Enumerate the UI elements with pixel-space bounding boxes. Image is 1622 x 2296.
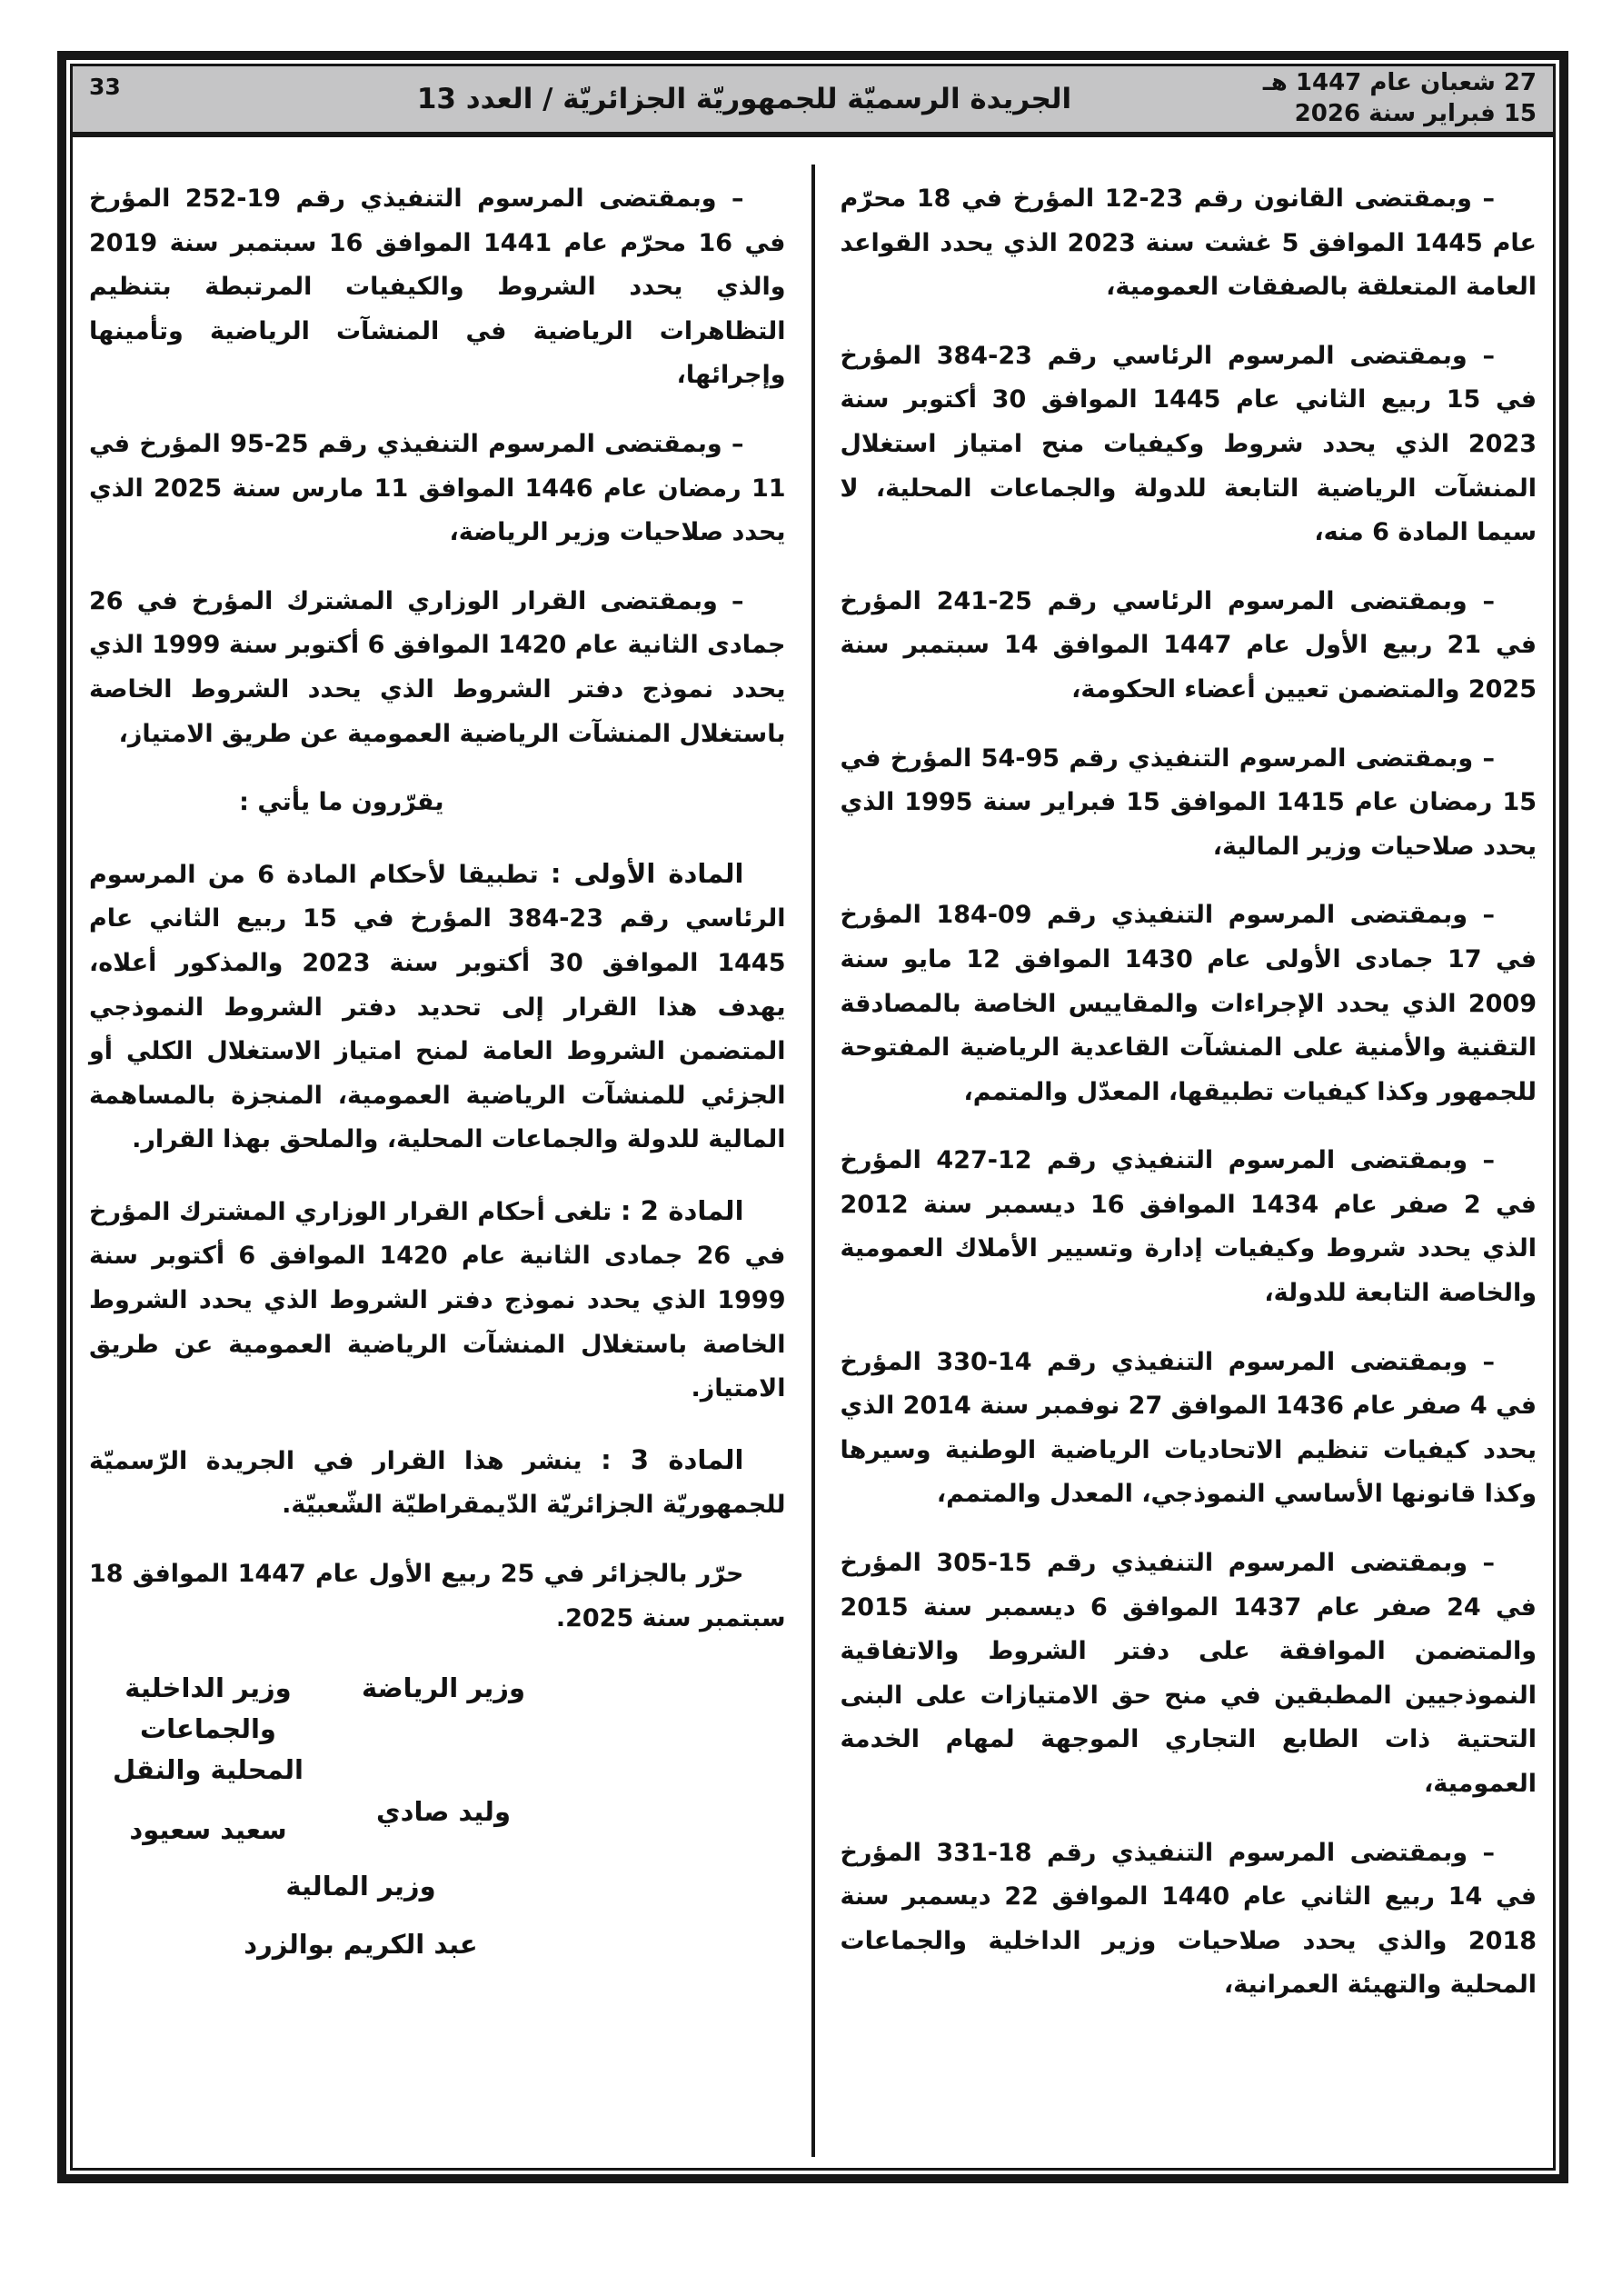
column-left [73,137,813,2168]
signature-finance-minister [242,1866,480,1960]
signatures [89,1668,786,1982]
column-right [813,137,1554,2168]
signature-name: وليد صادي [376,1796,511,1828]
legal-reference-paragraph: – وبمقتضى المرسوم التنفيذي رقم 25‏-95 المؤرخ في 11 رمضان عام 1446 الموافق 11 مارس سنة 2025 الذي يحدد صلاحيات وزير الرياضة، [89,429,786,547]
article-text: تطبيقا لأحكام المادة 6 من المرسوم الرئاسي رقم 23‏-384 المؤرخ في 15 ربيع الثاني عام 1445 الموافق 30 أكتوبر سنة 2023 والمذكور أعلاه، يهدف هذا القرار إلى تحديد دفتر الشروط النموذجي المتضمن الشروط العامة لمنح امتياز الاستغلال الكلي أو الجزئي للمنشآت الرياضية العمومية، المنجزة بالمساهمة المالية للدولة والجماعات المحلية، والملحق بهذا القرار. [89,860,786,1154]
page-border-frame [57,51,1568,2183]
article-paragraph [89,1187,786,1412]
journal-title: الجريدة الرسميّة للجمهوريّة الجزائريّة / العدد 13 [416,83,1072,115]
legal-reference-paragraph: – وبمقتضى المرسوم الرئاسي رقم 23‏-384 المؤرخ في 15 ربيع الثاني عام 1445 الموافق 30 أكتوبر سنة 2023 الذي يحدد شروط وكيفيات منح امتياز استغلال المنشآت الرياضية التابعة للدولة والجماعات المحلية، لا سيما المادة 6 منه، [840,341,1537,547]
signature-title: وزير المالية [285,1871,436,1902]
signature-sports-minister [348,1668,539,1827]
legal-reference-paragraph: – وبمقتضى المرسوم التنفيذي رقم 15‏-305 المؤرخ في 24 صفر عام 1437 الموافق 6 ديسمبر سنة 2015 والمتضمن الموافقة على دفتر الشروط والاتفاقية النموذجيين المطبقين في منح حق الامتيازات على البنى التحتية ذات الطابع التجاري الموجهة لمهام الخدمة العمومية، [840,1549,1537,1798]
page-number: 33 [89,74,121,100]
gregorian-date: 15 فبراير سنة 2026 [1294,100,1537,127]
legal-reference-paragraph: – وبمقتضى المرسوم التنفيذي رقم 12‏-427 المؤرخ في 2 صفر عام 1434 الموافق 16 ديسمبر سنة 2012 الذي يحدد شروط وكيفيات إدارة وتسيير الأملاك العمومية والخاصة التابعة للدولة، [840,1146,1537,1308]
legal-reference-paragraph: – وبمقتضى المرسوم التنفيذي رقم 95‏-54 المؤرخ في 15 رمضان عام 1415 الموافق 15 فبراير سنة 1995 الذي يحدد صلاحيات وزير المالية، [840,744,1537,861]
legal-reference-paragraph: – وبمقتضى المرسوم التنفيذي رقم 14‏-330 المؤرخ في 4 صفر عام 1436 الموافق 27 نوفمبر سنة 2014 الذي يحدد كيفيات تنظيم الاتحاديات الرياضية الوطنية وسيرها وكذا قانونها الأساسي النموذجي، المعدل والمتمم، [840,1347,1537,1509]
masthead-dates [1263,68,1537,130]
legal-reference-paragraph: – وبمقتضى المرسوم التنفيذي رقم 19‏-252 المؤرخ في 16 محرّم عام 1441 الموافق 16 سبتمبر سنة 2019 والذي يحدد الشروط والكيفيات المرتبطة بتنظيم التظاهرات الرياضية في المنشآت الرياضية وتأمينها وإجرائها، [89,185,786,390]
article-paragraph [89,1436,786,1528]
hijri-date: 27 شعبان عام 1447 هـ [1262,69,1537,97]
legal-reference-paragraph: – وبمقتضى القانون رقم 23‏-12 المؤرخ في 18 محرّم عام 1445 الموافق 5 غشت سنة 2023 الذي يحدد القواعد العامة المتعلقة بالصفقات العمومية، [840,185,1537,302]
article-text: تلغى أحكام القرار الوزاري المشترك المؤرخ في 26 جمادى الثانية عام 1420 الموافق 6 أكتوبر سنة 1999 الذي يحدد نموذج دفتر الشروط الذي يحدد الشروط الخاصة باستغلال المنشآت الرياضية العمومية عن طريق الامتياز. [89,1197,786,1403]
legal-reference-paragraph: – وبمقتضى المرسوم الرئاسي رقم 25‏-241 المؤرخ في 21 ربيع الأول عام 1447 الموافق 14 سبتمبر سنة 2025 والمتضمن تعيين أعضاء الحكومة، [840,586,1537,704]
closing-paragraph: حرّر بالجزائر في 25 ربيع الأول عام 1447 الموافق 18 سبتمبر سنة 2025. [89,1560,786,1632]
legal-reference-paragraph: – وبمقتضى المرسوم التنفيذي رقم 18‏-331 المؤرخ في 14 ربيع الثاني عام 1440 الموافق 22 ديسمبر سنة 2018 والذي يحدد صلاحيات وزير الداخلية والجماعات المحلية والتهيئة العمرانية، [840,1838,1537,2000]
legal-reference-paragraph: – وبمقتضى القرار الوزاري المشترك المؤرخ في 26 جمادى الثانية عام 1420 الموافق 6 أكتوبر سنة 1999 الذي يحدد نموذج دفتر الشروط الذي يحدد الشروط الخاصة باستغلال المنشآت الرياضية العمومية عن طريق الامتياز، [89,586,786,748]
decision-heading: يقرّرون ما يأتي : [239,788,444,817]
signature-name: سعيد سعيود [129,1814,287,1846]
masthead [73,66,1553,137]
column-divider [811,165,815,2157]
article-label: المادة 2 : [620,1194,744,1226]
signature-interior-minister [89,1668,327,1845]
signature-title: وزير الرياضة [361,1672,525,1704]
signature-name: عبد الكريم بوالزرد [244,1929,478,1961]
legal-reference-paragraph: – وبمقتضى المرسوم التنفيذي رقم 09‏-184 المؤرخ في 17 جمادى الأولى عام 1430 الموافق 12 مايو سنة 2009 الذي يحدد الإجراءات والمقاييس الخاصة بالمصادقة التقنية والأمنية على المنشآت القاعدية الرياضية المفتوحة للجمهور وكذا كيفيات تطبيقها، المعدّل والمتمم، [840,901,1537,1106]
page-inner-frame [70,64,1556,2171]
page-body [73,137,1553,2168]
signature-title: وزير الداخلية والجماعات المحلية والنقل [113,1672,304,1786]
article-text: ينشر هذا القرار في الجريدة الرّسميّة للجمهوريّة الجزائريّة الدّيمقراطيّة الشّعبيّة. [89,1446,786,1520]
article-label: المادة الأولى : [550,857,744,889]
article-label: المادة 3 : [601,1443,744,1475]
article-paragraph [89,850,786,1163]
